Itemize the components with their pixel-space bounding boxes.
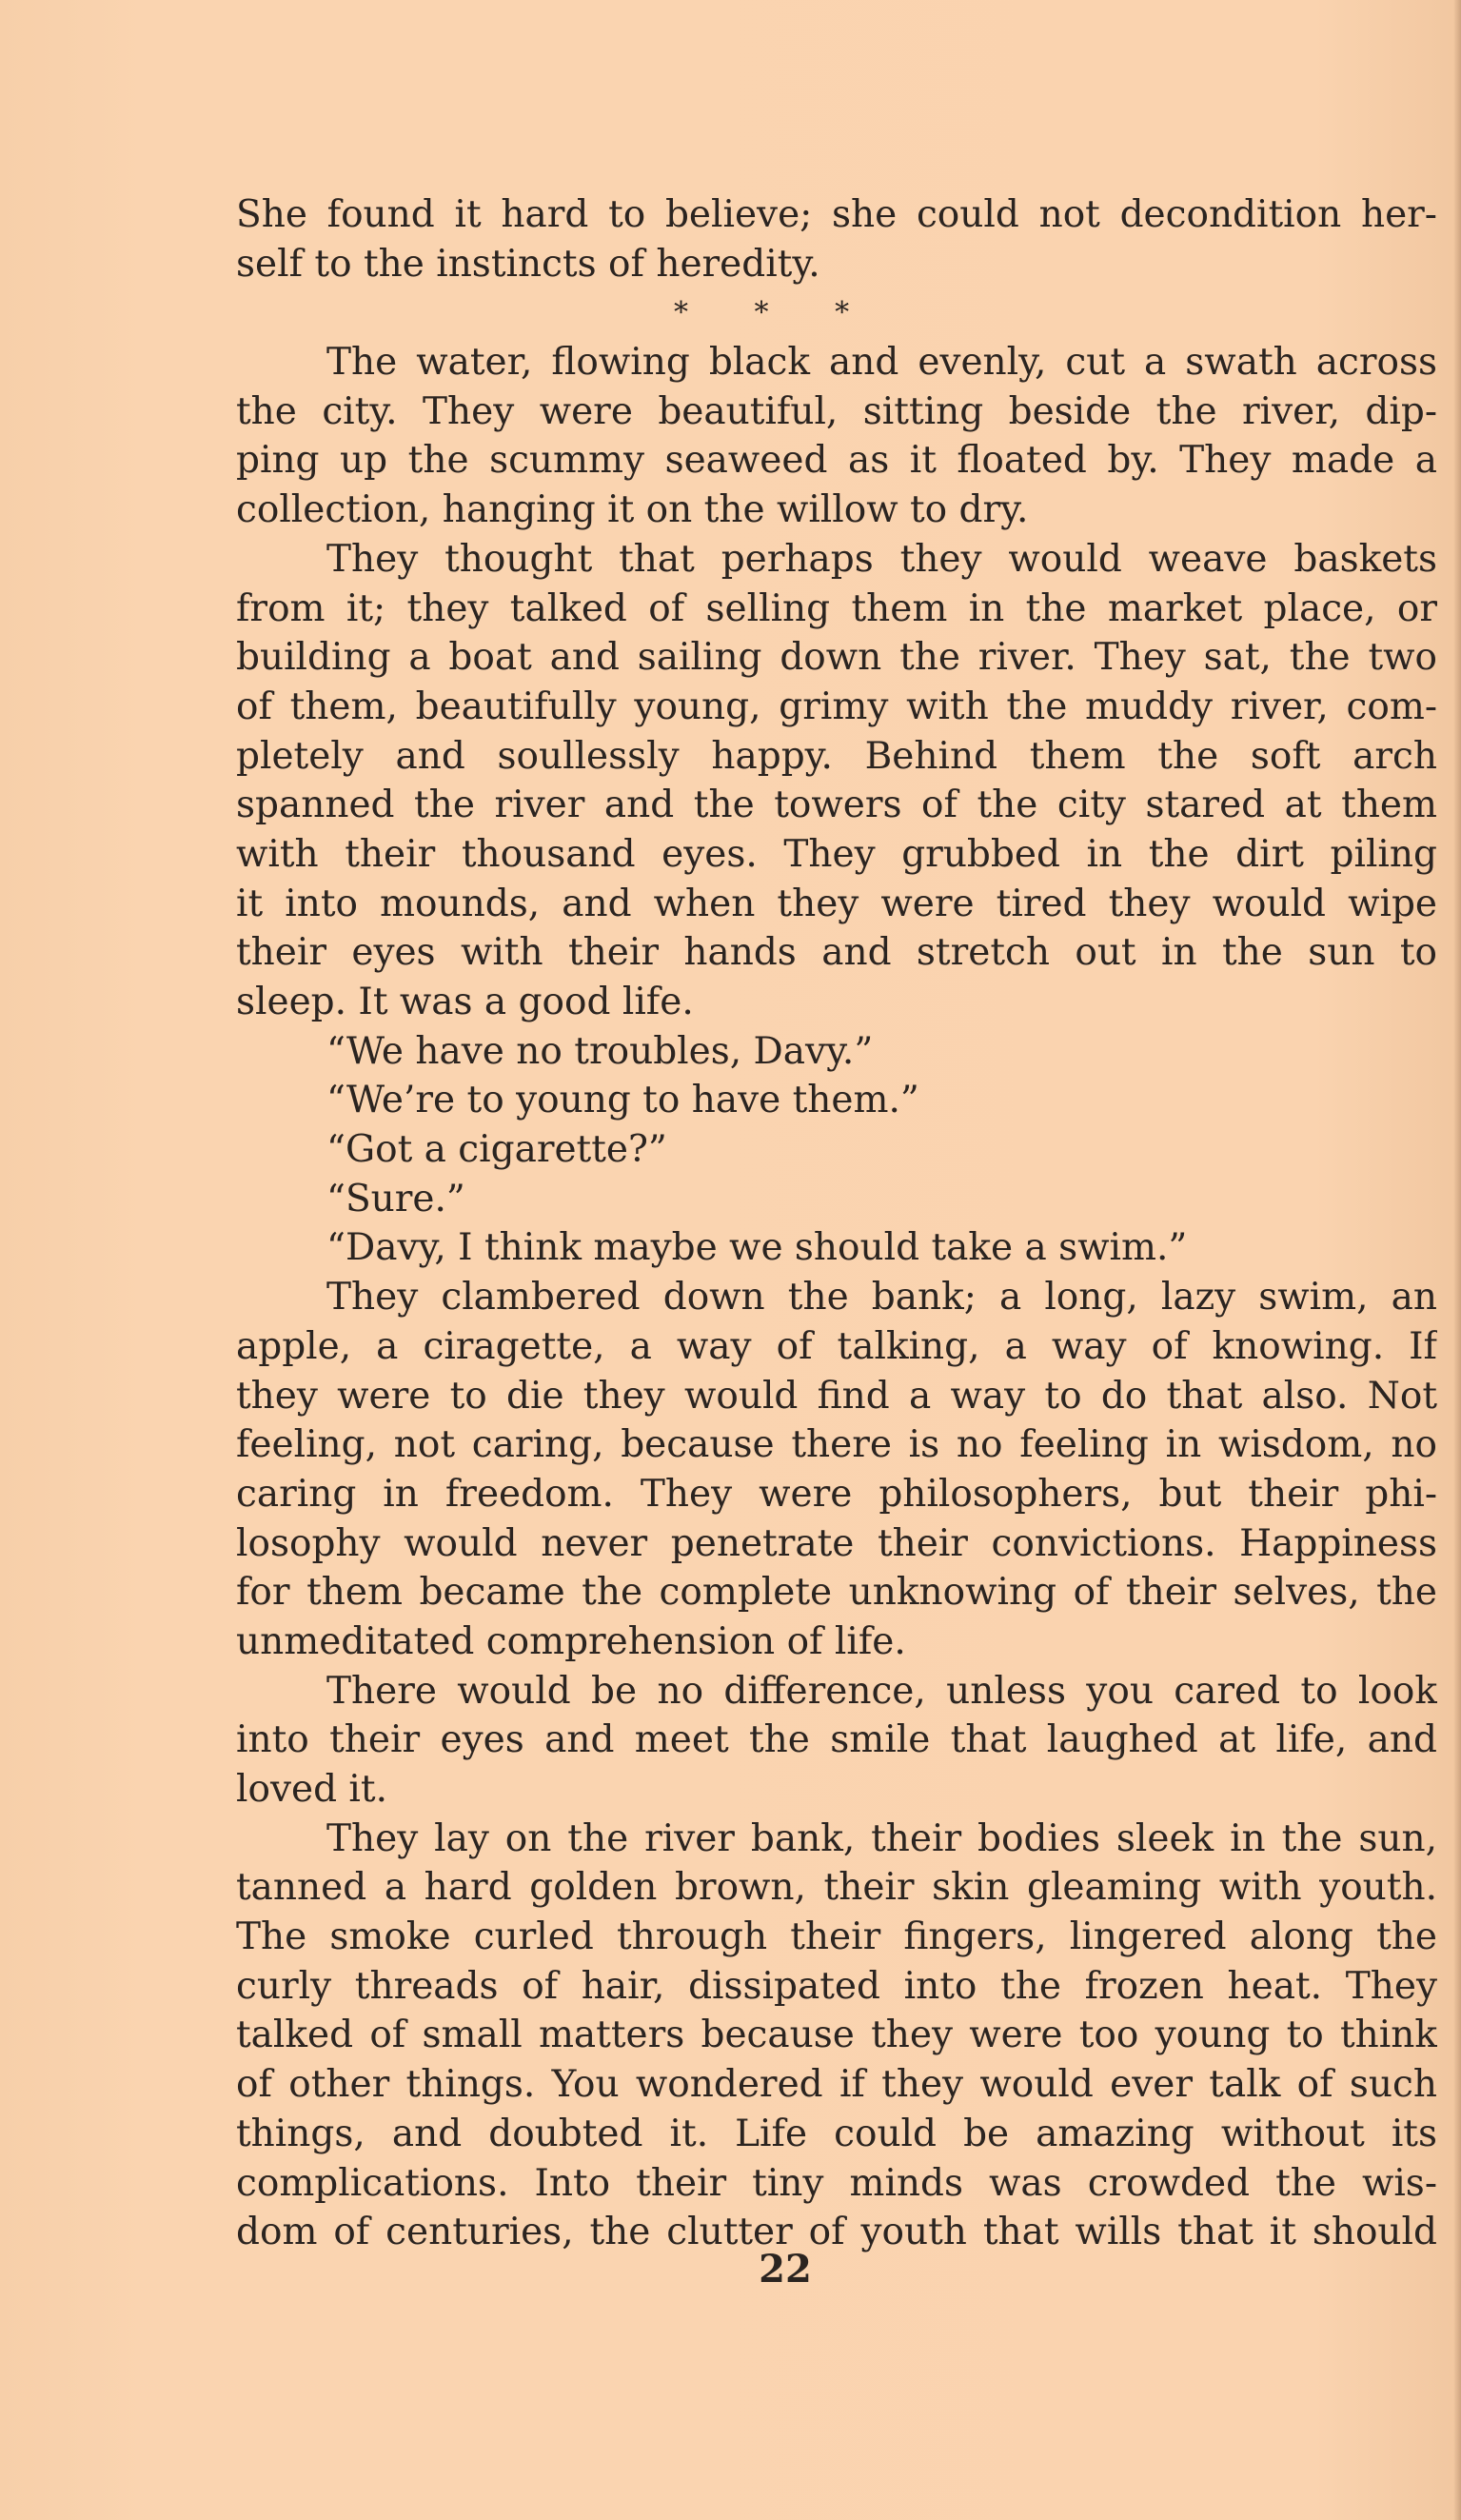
text-line: loved it. — [236, 1768, 387, 1811]
text-line: They lay on the river bank, their bodies sleek in the sun, — [326, 1816, 1437, 1860]
text-line: collection, hanging it on the willow to dry. — [236, 488, 1029, 532]
text-line: losophy would never penetrate their convictions. Happiness — [236, 1521, 1437, 1565]
text-line: “Sure.” — [326, 1177, 465, 1220]
text-line: There would be no difference, unless you cared to look — [326, 1669, 1437, 1713]
text-line: into their eyes and meet the smile that laughed at life, and — [236, 1718, 1437, 1762]
text-line: things, and doubted it. Life could be amazing without its — [236, 2112, 1437, 2155]
text-line: they were to die they would find a way to do that also. Not — [236, 1374, 1437, 1418]
text-line: sleep. It was a good life. — [236, 981, 694, 1023]
text-line: tanned a hard golden brown, their skin gleaming with youth. — [236, 1866, 1437, 1910]
text-line: They thought that perhaps they would weave baskets — [326, 537, 1437, 581]
text-line: curly threads of hair, dissipated into the frozen heat. They — [236, 1964, 1437, 2008]
text-line: “Got a cigarette?” — [326, 1128, 667, 1172]
text-line: The water, flowing black and evenly, cut a swath across — [326, 341, 1437, 385]
text-line: “We’re to young to have them.” — [326, 1079, 919, 1122]
page-edge-shadow — [1453, 0, 1461, 2520]
text-line: of them, beautifully young, grimy with the muddy river, com- — [236, 685, 1437, 728]
text-line: spanned the river and the towers of the city stared at them — [236, 784, 1437, 827]
text-line: pletely and soullessly happy. Behind them the soft arch — [236, 734, 1437, 778]
page-number: 22 — [759, 2247, 812, 2292]
text-line: caring in freedom. They were philosophers, but their phi- — [236, 1472, 1437, 1516]
text-line: unmeditated comprehension of life. — [236, 1619, 906, 1663]
section-break: * * * — [674, 296, 850, 330]
text-line: “We have no troubles, Davy.” — [326, 1029, 874, 1073]
text-line: She found it hard to believe; she could not decondition her- — [236, 193, 1437, 236]
text-line: from it; they talked of selling them in the market place, or — [236, 586, 1437, 630]
text-line: apple, a ciragette, a way of talking, a way of knowing. If — [236, 1324, 1437, 1368]
text-line: the city. They were beautiful, sitting beside the river, dip- — [236, 389, 1437, 433]
text-line: They clambered down the bank; a long, lazy swim, an — [326, 1276, 1437, 1320]
text-line: for them became the complete unknowing of their selves, the — [236, 1571, 1437, 1615]
text-line: their eyes with their hands and stretch out in the sun to — [236, 931, 1437, 975]
text-line: it into mounds, and when they were tired they would wipe — [236, 882, 1437, 925]
text-line: “Davy, I think maybe we should take a swim.” — [326, 1226, 1188, 1270]
text-line: The smoke curled through their fingers, lingered along the — [236, 1915, 1437, 1959]
text-line: ping up the scummy seaweed as it floated by. They made a — [236, 439, 1437, 483]
text-line: building a boat and sailing down the river. They sat, the two — [236, 636, 1437, 680]
text-line: dom of centuries, the clutter of youth that wills that it should — [236, 2211, 1437, 2254]
text-line: of other things. You wondered if they would ever talk of such — [236, 2063, 1437, 2107]
text-line: self to the instincts of heredity. — [236, 242, 820, 286]
text-line: with their thousand eyes. They grubbed in the dirt piling — [236, 832, 1437, 876]
body-text — [236, 190, 1437, 2257]
text-line: complications. Into their tiny minds was crowded the wis- — [236, 2161, 1437, 2205]
text-line: feeling, not caring, because there is no feeling in wisdom, no — [236, 1423, 1437, 1467]
text-line: talked of small matters because they were too young to think — [236, 2014, 1437, 2057]
